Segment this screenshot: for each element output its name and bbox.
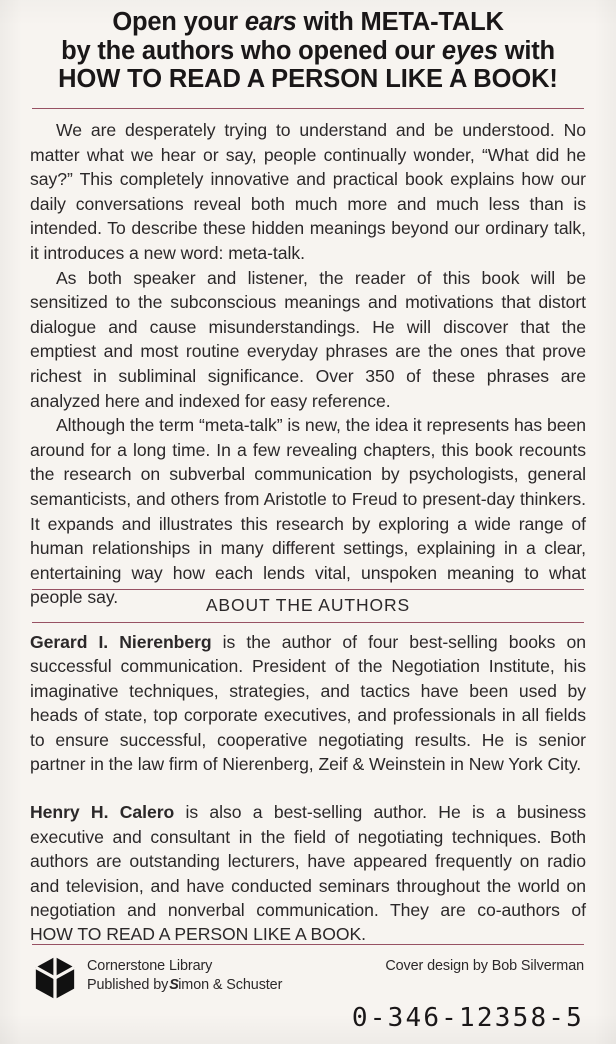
headline-line-2-part-a: by the authors who opened our (61, 36, 442, 65)
simon-schuster-mark-icon: S (169, 977, 179, 993)
blurb-paragraph-1: We are desperately trying to understand and be understood. No matter what we hear or say, people continually wonder, “What did he say?” This completely innovative and practical book explains how our daily conversations reveal both much more and much less than is intended. To describe these hidden meanings beyond our ordinary talk, it introduces a new word: meta-talk. (30, 120, 586, 263)
author-2-name: Henry H. Calero (30, 802, 175, 823)
divider-about-bottom (32, 622, 584, 623)
headline (14, 8, 602, 94)
imprint-publisher-name: imon & Schuster (178, 977, 283, 993)
cover-design-credit: Cover design by Bob Silverman (385, 958, 584, 974)
blurb-text (30, 118, 586, 610)
divider-bottom (32, 944, 584, 945)
headline-line-2-part-b: with (497, 36, 555, 65)
headline-line-2-italic-word: eyes (441, 36, 498, 65)
author-bio-2 (30, 800, 586, 946)
author-bios (30, 630, 586, 947)
headline-line-1-part-a: Open your (112, 8, 245, 36)
headline-line-1 (14, 8, 602, 37)
headline-line-1-part-b: with META-TALK (296, 8, 504, 36)
author-1-name: Gerard I. Nierenberg (30, 632, 212, 652)
publisher-imprint (34, 955, 282, 1000)
blurb-paragraph-3: Although the term “meta-talk” is new, the idea it represents has been around for a long time. In a few revealing chapters, this book recounts the research on subverbal communication by psychologists, general semanticists, and others from Aristotle to Freud to present-day thinkers. It expands and illustrates this research by exploring a wide range of human relationships in many different settings, explaining in a clear, entertaining way how each lends vital, unspoken meaning to what people say. (30, 415, 586, 608)
headline-line-1-italic-word: ears (244, 8, 297, 36)
footer (30, 955, 598, 1037)
about-the-authors-heading: ABOUT THE AUTHORS (205, 595, 411, 615)
divider-top (32, 108, 584, 109)
author-2-bio-text: is also a best-selling author. He is a business executive and consultant in the field of negotiating techniques. Both authors are outstanding lecturers, have appeared frequently on radio and television, and have conducted seminars throughout the world on negotiation and nonverbal communication. They are co-authors of HOW TO READ A PERSON LIKE A BOOK. (30, 802, 586, 945)
isbn-number: 0-346-12358-5 (351, 1003, 584, 1033)
imprint-line-2 (87, 976, 282, 995)
imprint-line-1: Cornerstone Library (87, 958, 213, 974)
imprint-published-by: Published by (87, 977, 169, 993)
divider-about-top (32, 589, 584, 590)
headline-line-3: HOW TO READ A PERSON LIKE A BOOK! (58, 65, 558, 93)
author-bio-1 (30, 630, 586, 776)
headline-line-2 (14, 37, 602, 66)
cube-icon (34, 956, 76, 1000)
blurb-paragraph-2: As both speaker and listener, the reader of this book will be sensitized to the subconscious meanings and motivations that distort dialogue and cause misunderstandings. He will discover that the emptiest and most routine everyday phrases are the ones that prove richest in subliminal significance. Over 350 of these phrases are analyzed here and indexed for easy reference. (30, 267, 586, 411)
author-1-bio-text: is the author of four best-selling books on successful communication. President of the Negotiation Institute, his imaginative techniques, strategies, and tactics have been used by heads of state, top corporate executives, and professionals in all fields to ensure successful, cooperative negotiating results. He is senior partner in the law firm of Nierenberg, Zeif & Weinstein in New York City. (30, 632, 586, 775)
publisher-text (87, 955, 282, 995)
